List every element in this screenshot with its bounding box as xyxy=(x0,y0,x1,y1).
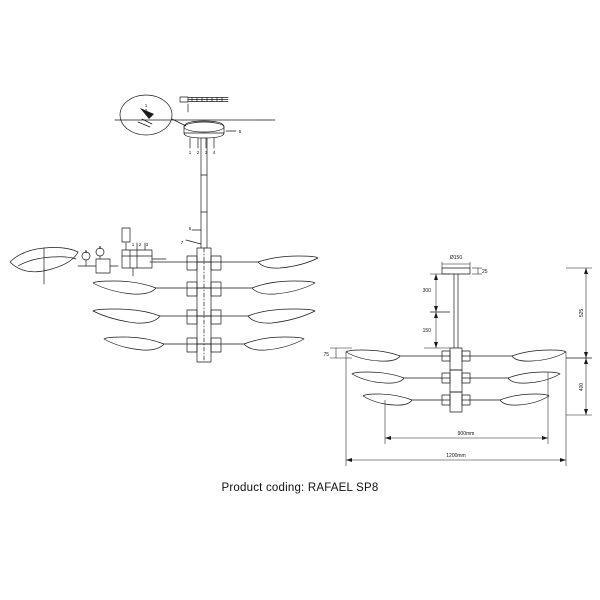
right-tier-3 xyxy=(363,394,549,405)
label-lower-total: 400 xyxy=(579,382,585,392)
tick-150-top xyxy=(434,312,438,318)
callout-11: 2 xyxy=(138,242,142,247)
callout-7: 7 xyxy=(180,240,184,245)
tier-1-arms xyxy=(150,256,318,270)
callout-13: 1 xyxy=(144,103,148,108)
canopy-plate xyxy=(184,121,224,138)
right-view-geometry xyxy=(346,268,566,412)
fixing-screw-part xyxy=(180,97,228,102)
label-lower-rod: 150 xyxy=(422,328,431,334)
callout-10: 1 xyxy=(131,242,135,247)
detail-leader-b xyxy=(138,122,150,127)
rod-leader-2 xyxy=(186,240,201,244)
callout-6: 6 xyxy=(188,226,192,231)
tick-900-right xyxy=(542,436,548,440)
label-canopy-diameter: Ø150 xyxy=(449,255,463,261)
label-upper-rod: 300 xyxy=(422,288,431,294)
right-central-column xyxy=(450,348,462,412)
tick-1200-right xyxy=(560,458,566,462)
callout-1: 1 xyxy=(188,150,192,155)
left-view-callouts xyxy=(85,103,242,254)
blade-exploded-detail xyxy=(10,248,118,285)
callout-9: 9 xyxy=(98,245,102,250)
central-column xyxy=(197,248,211,362)
tick-400-bot xyxy=(584,409,588,415)
tick-1200-left xyxy=(346,458,352,462)
label-outer-span: 1200mm xyxy=(446,453,466,459)
canopy-callout-leaders xyxy=(190,131,236,148)
label-upper-total: 525 xyxy=(579,308,585,318)
callout-5: 5 xyxy=(238,129,242,134)
callout-12: 3 xyxy=(145,242,149,247)
tick-400-top xyxy=(584,358,588,364)
callout-3: 3 xyxy=(204,150,208,155)
label-canopy-height: 25 xyxy=(482,269,488,275)
tick-900-left xyxy=(385,436,391,440)
right-canopy xyxy=(442,268,470,274)
tick-525-bot xyxy=(584,352,588,358)
callout-4: 4 xyxy=(212,150,216,155)
tick-525-top xyxy=(584,268,588,274)
right-tier-2 xyxy=(352,372,560,383)
callout-14: 2 xyxy=(144,108,148,113)
right-tier-1 xyxy=(346,350,566,361)
tick-150-bot xyxy=(434,342,438,348)
callout-8: 8 xyxy=(84,249,88,254)
product-coding-caption: Product coding: RAFAEL SP8 xyxy=(221,482,379,494)
tick-300-bot xyxy=(434,306,438,312)
driver-box-detail xyxy=(122,228,166,276)
label-top-arm-offset: 75 xyxy=(323,352,329,358)
tick-300-top xyxy=(434,274,438,280)
label-inner-span: 900mm xyxy=(457,431,475,437)
drawing-line-layer xyxy=(10,95,318,362)
callout-2: 2 xyxy=(196,150,200,155)
